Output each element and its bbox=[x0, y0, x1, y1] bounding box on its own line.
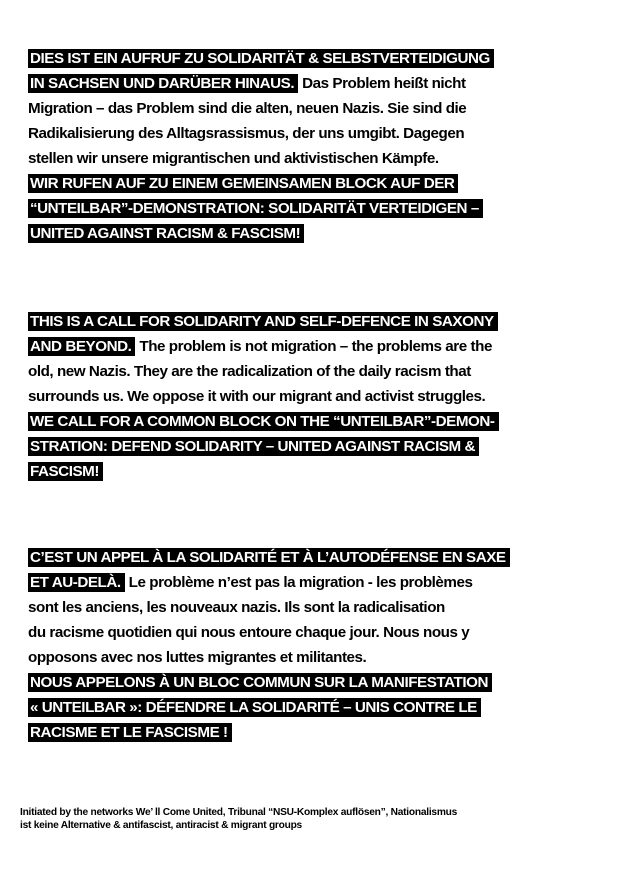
french-line-8 bbox=[28, 720, 603, 745]
german-heading-highlight: DIES IST EIN AUFRUF ZU SOLIDARITÄT & SELBSTVERTEIDIGUNG bbox=[28, 49, 494, 68]
english-heading-highlight: AND BEYOND. bbox=[28, 337, 135, 356]
english-body-text: The problem is not migration – the problems are the bbox=[139, 338, 492, 355]
german-line-7 bbox=[28, 196, 603, 221]
german-section bbox=[28, 46, 603, 246]
english-line-5 bbox=[28, 409, 603, 434]
french-body-text: opposons avec nos luttes migrantes et militantes. bbox=[28, 649, 367, 666]
french-heading-highlight: ET AU-DELÀ. bbox=[28, 573, 125, 592]
french-line-6 bbox=[28, 670, 603, 695]
german-line-2 bbox=[28, 71, 603, 96]
french-section bbox=[28, 545, 603, 745]
english-call-highlight: STRATION: DEFEND SOLIDARITY – UNITED AGAINST RACISM & bbox=[28, 437, 479, 456]
german-call-highlight: “UNTEILBAR”-DEMONSTRATION: SOLIDARITÄT VERTEIDIGEN – bbox=[28, 199, 483, 218]
french-body-text: sont les anciens, les nouveaux nazis. Ils sont la radicalisation bbox=[28, 599, 445, 616]
footer-line-2: ist keine Alternative & antifascist, antiracist & migrant groups bbox=[20, 820, 302, 831]
german-call-highlight: UNITED AGAINST RACISM & FASCISM! bbox=[28, 224, 304, 243]
english-heading-highlight: THIS IS A CALL FOR SOLIDARITY AND SELF-DEFENCE IN SAXONY bbox=[28, 312, 498, 331]
english-section bbox=[28, 309, 603, 484]
german-body-text: Radikalisierung des Alltagsrassismus, der uns umgibt. Dagegen bbox=[28, 125, 465, 142]
german-body-text: Das Problem heißt nicht bbox=[302, 75, 466, 92]
french-call-highlight: NOUS APPELONS À UN BLOC COMMUN SUR LA MANIFESTATION bbox=[28, 673, 492, 692]
french-line-2 bbox=[28, 570, 603, 595]
german-body-text: Migration – das Problem sind die alten, neuen Nazis. Sie sind die bbox=[28, 100, 467, 117]
footer-credits bbox=[20, 806, 610, 832]
german-heading-highlight: IN SACHSEN UND DARÜBER HINAUS. bbox=[28, 74, 298, 93]
english-line-2 bbox=[28, 334, 603, 359]
german-call-highlight: WIR RUFEN AUF ZU EINEM GEMEINSAMEN BLOCK AUF DER bbox=[28, 174, 458, 193]
french-call-highlight: « UNTEILBAR »: DÉFENDRE LA SOLIDARITÉ – UNIS CONTRE LE bbox=[28, 698, 481, 717]
english-body-text: old, new Nazis. They are the radicalization of the daily racism that bbox=[28, 363, 471, 380]
german-line-1 bbox=[28, 46, 603, 71]
english-body-text: surrounds us. We oppose it with our migrant and activist struggles. bbox=[28, 388, 486, 405]
english-line-6 bbox=[28, 434, 603, 459]
german-body-text: stellen wir unsere migrantischen und aktivistischen Kämpfe. bbox=[28, 150, 439, 167]
english-line-1 bbox=[28, 309, 603, 334]
footer-line-1: Initiated by the networks We’ ll Come United, Tribunal “NSU-Komplex auflösen”, Nationalismus bbox=[20, 807, 458, 818]
english-call-highlight: WE CALL FOR A COMMON BLOCK ON THE “UNTEILBAR”-DEMON- bbox=[28, 412, 499, 431]
french-call-highlight: RACISME ET LE FASCISME ! bbox=[28, 723, 232, 742]
french-line-1 bbox=[28, 545, 603, 570]
german-line-6 bbox=[28, 171, 603, 196]
french-body-text: du racisme quotidien qui nous entoure chaque jour. Nous nous y bbox=[28, 624, 470, 641]
german-line-8 bbox=[28, 221, 603, 246]
french-body-text: Le problème n’est pas la migration - les problèmes bbox=[128, 574, 473, 591]
french-heading-highlight: C’EST UN APPEL À LA SOLIDARITÉ ET À L’AUTODÉFENSE EN SAXE bbox=[28, 548, 510, 567]
english-line-7 bbox=[28, 459, 603, 484]
english-call-highlight: FASCISM! bbox=[28, 462, 103, 481]
french-line-7 bbox=[28, 695, 603, 720]
